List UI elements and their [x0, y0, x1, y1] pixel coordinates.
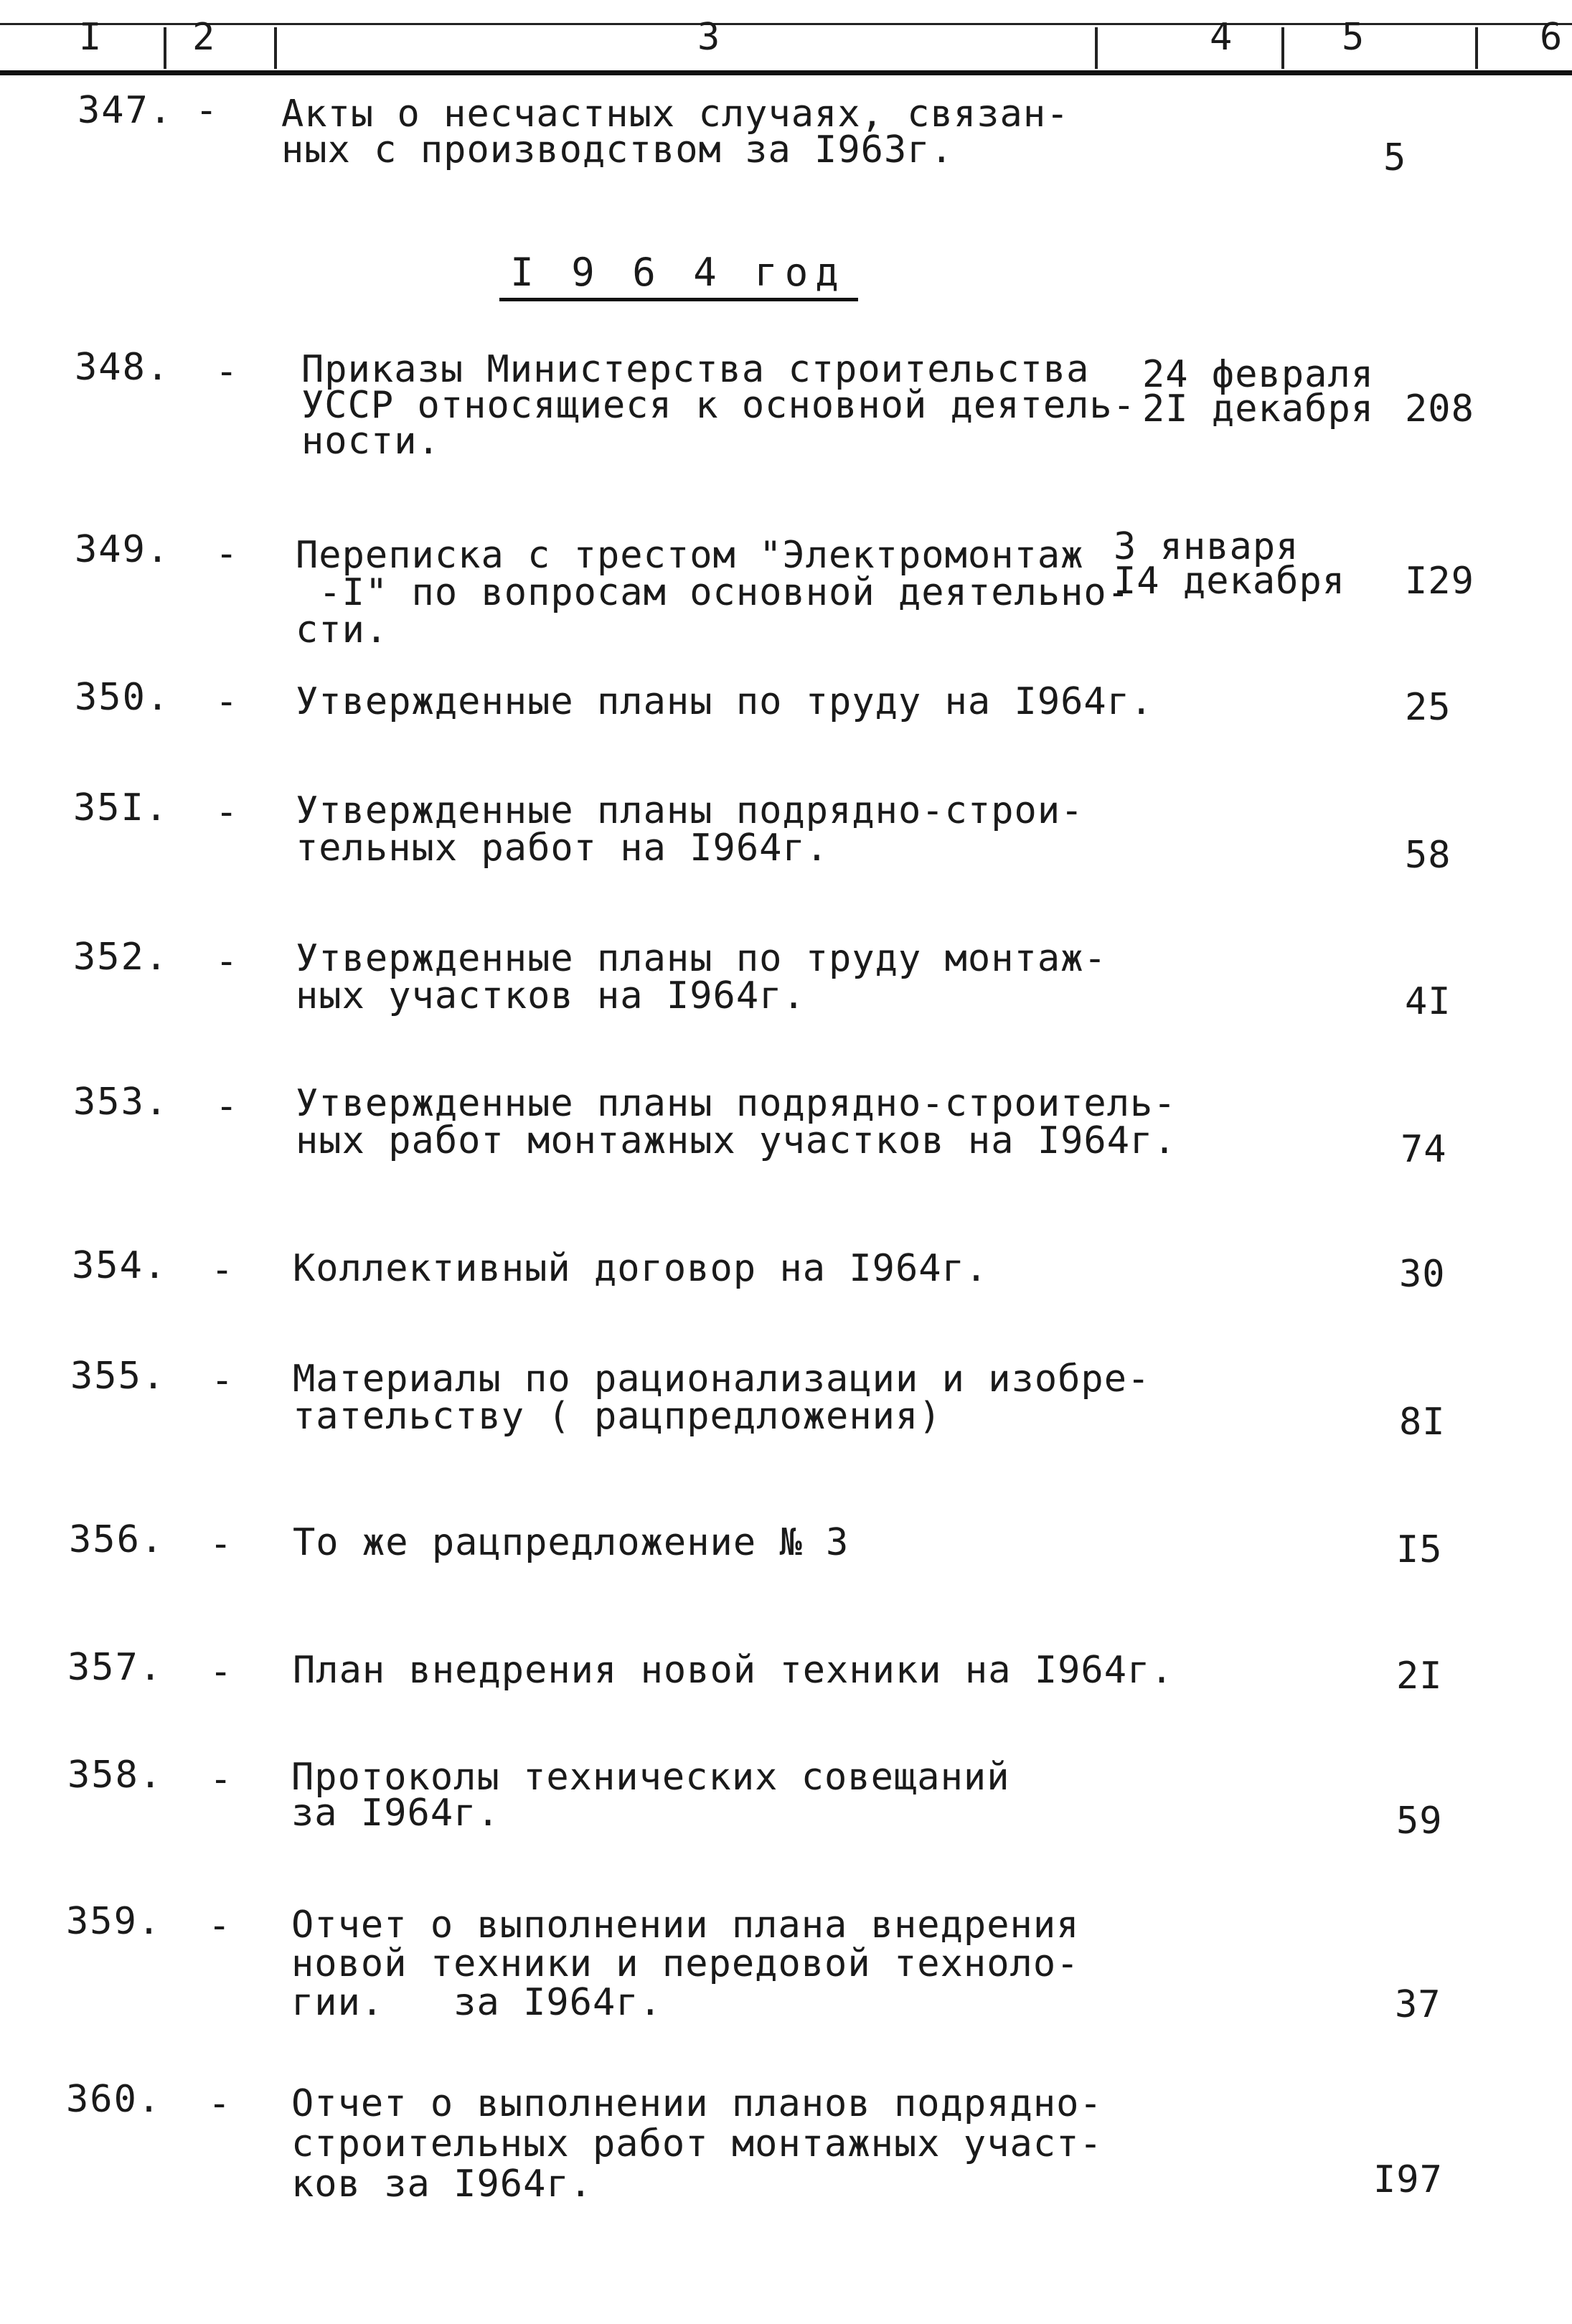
entry-dash: - [215, 791, 238, 834]
entry-dash: - [208, 1904, 231, 1947]
entry-number: 357. [67, 1646, 164, 1689]
entry-title: Утвержденные планы подрядно-строи- тельных работ на I964г. [296, 789, 1084, 870]
entry-sheet-count: 74 [1401, 1128, 1447, 1171]
entry-number: 356. [69, 1518, 165, 1561]
entry-dash: - [211, 1248, 234, 1292]
entry-sheet-count: 2I [1396, 1655, 1443, 1698]
entry-sheet-count: 30 [1399, 1253, 1446, 1296]
entry-number: 350. [75, 676, 171, 719]
entry-dash: - [211, 1359, 234, 1402]
entry-sheet-count: 59 [1396, 1800, 1443, 1843]
entry-title: План внедрения новой техники на I964г. [293, 1649, 1174, 1692]
entry-sheet-count: 4I [1405, 980, 1451, 1023]
entry-sheet-count: 5 [1383, 136, 1407, 179]
entry-sheet-count: 208 [1405, 387, 1474, 431]
entry-dash: - [195, 89, 218, 132]
entry-dash: - [215, 350, 238, 393]
entry-title: Отчет о выполнении планов подрядно- строительных работ монтажных участ- ков за I964г. [291, 2082, 1103, 2206]
entry-number: 354. [72, 1244, 168, 1287]
entry-date-range: 24 февраля 2I декабря [1142, 353, 1375, 431]
entry-title: Утвержденные планы по труду монтаж- ных участков на I964г. [296, 937, 1107, 1017]
entry-dash: - [215, 680, 238, 723]
entry-title: То же рацпредложение № 3 [293, 1521, 849, 1564]
header-top-rule [0, 23, 1572, 25]
entry-sheet-count: I29 [1405, 560, 1474, 603]
entry-number: 349. [75, 528, 171, 571]
entry-number: 358. [67, 1754, 164, 1797]
entry-dash: - [210, 1650, 232, 1693]
entry-title: Приказы Министерства строительства УССР относящиеся к основной деятель- ности. [301, 348, 1136, 463]
entry-number: 360. [66, 2078, 162, 2121]
header-bottom-rule [0, 70, 1572, 75]
column-header-5: 5 [1342, 16, 1365, 59]
entry-title: Материалы по рационализации и изобре- тательству ( рацпредложения) [293, 1358, 1151, 1438]
entry-date-range: 3 января I4 декабря [1114, 525, 1346, 603]
entry-title: Протоколы технических совещаний за I964г. [291, 1756, 1010, 1835]
column-divider [1095, 27, 1098, 69]
entry-title: Акты о несчастных случаях, связан- ных с производством за I963г. [281, 93, 1070, 171]
entry-sheet-count: 58 [1405, 834, 1451, 877]
entry-sheet-count: 37 [1395, 1983, 1441, 2026]
entry-dash: - [208, 2082, 231, 2125]
entry-sheet-count: I97 [1373, 2158, 1443, 2201]
year-heading: I 9 6 4 год [510, 250, 846, 295]
entry-title: Утвержденные планы по труду на I964г. [296, 680, 1154, 723]
entry-sheet-count: 8I [1399, 1401, 1446, 1444]
column-header-6: 6 [1540, 16, 1563, 59]
entry-number: 355. [70, 1355, 166, 1398]
entry-dash: - [210, 1523, 232, 1566]
entry-title: Утвержденные планы подрядно-строитель- ных работ монтажных участков на I964г. [296, 1082, 1177, 1162]
entry-number: 347. [77, 89, 174, 132]
column-header-1: I [79, 16, 102, 59]
column-divider [164, 27, 166, 69]
entry-dash: - [215, 940, 238, 983]
entry-dash: - [215, 1085, 238, 1128]
column-header-2: 2 [192, 16, 215, 59]
entry-sheet-count: 25 [1405, 686, 1451, 729]
entry-dash: - [215, 532, 238, 575]
column-divider [1475, 27, 1478, 69]
column-divider [274, 27, 277, 69]
entry-number: 359. [66, 1900, 162, 1943]
entry-number: 348. [75, 346, 171, 389]
entry-number: 353. [73, 1081, 169, 1124]
column-header-3: 3 [697, 16, 720, 59]
entry-dash: - [210, 1758, 232, 1801]
entry-title: Переписка с трестом "Электромонтаж -I" по вопросам основной деятельно- сти. [296, 534, 1131, 651]
entry-sheet-count: I5 [1396, 1528, 1443, 1571]
entry-number: 35I. [73, 786, 169, 829]
column-divider [1281, 27, 1284, 69]
entry-title: Отчет о выполнении плана внедрения новой техники и передовой техноло- гии. за I964г. [291, 1904, 1080, 2024]
entry-number: 352. [73, 936, 169, 979]
entry-title: Коллективный договор на I964г. [293, 1247, 989, 1290]
year-heading-underline [499, 298, 858, 301]
column-header-4: 4 [1210, 16, 1233, 59]
